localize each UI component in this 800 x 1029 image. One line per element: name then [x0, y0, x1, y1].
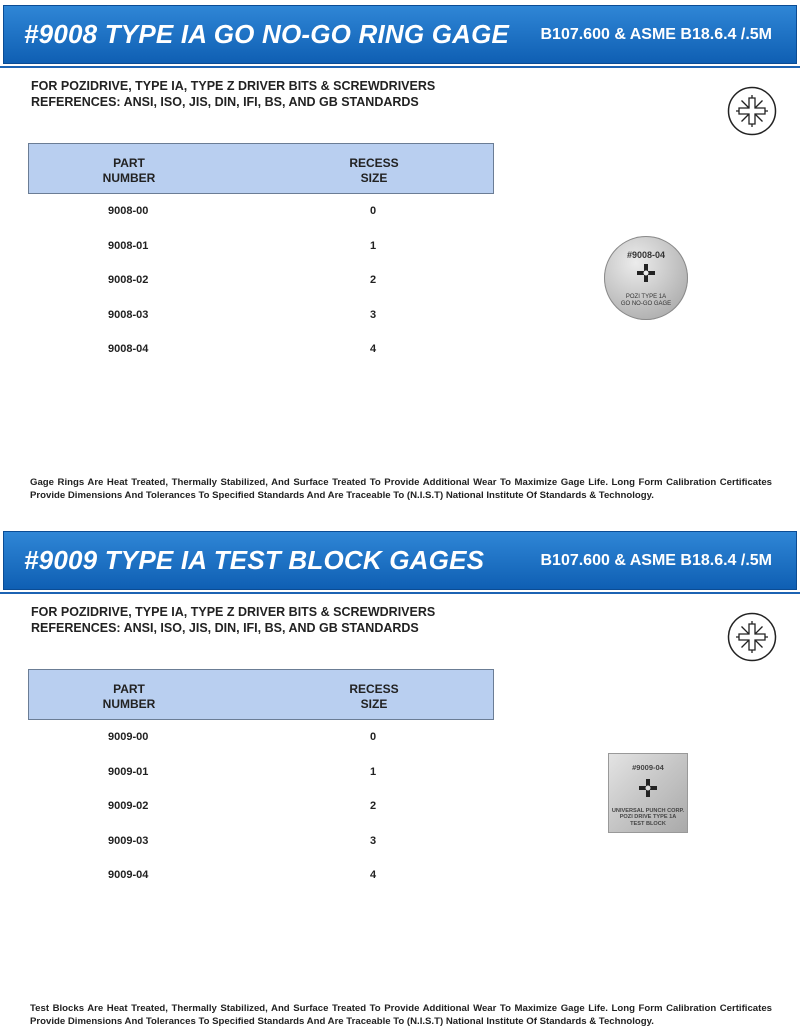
table-row	[0, 833, 500, 868]
recess-size-cell: 0	[370, 205, 377, 217]
table-row	[0, 764, 500, 799]
part-number-header: PART NUMBER	[102, 682, 156, 711]
pozidrive-cross-icon	[636, 263, 656, 283]
recess-size-cell: 1	[370, 765, 377, 778]
recess-size-cell: 3	[370, 834, 377, 847]
photo-label: #9009-04	[632, 763, 664, 772]
recess-size-cell: 2	[370, 274, 377, 286]
pozidrive-recess-icon	[727, 86, 777, 136]
table-row	[0, 798, 500, 833]
table-row	[0, 203, 500, 238]
part-number-header: PART NUMBER	[102, 156, 156, 185]
recess-size-header: RECESS SIZE	[349, 156, 399, 185]
table-row	[0, 341, 500, 376]
recess-size-cell: 4	[370, 869, 377, 881]
recess-size-cell: 1	[370, 239, 377, 252]
part-number-cell: 9008-01	[108, 239, 149, 252]
parts-table-body	[0, 729, 500, 902]
photo-label: #9008-04	[626, 250, 666, 260]
banner-underline	[0, 592, 800, 594]
recess-size-cell: 0	[370, 731, 377, 743]
table-row	[0, 729, 500, 764]
table-row	[0, 238, 500, 273]
subtitle-line: FOR POZIDRIVE, TYPE IA, TYPE Z DRIVER BITS & SCREWDRIVERS	[31, 79, 436, 93]
table-header	[28, 669, 494, 720]
subtitle-line: REFERENCES: ANSI, ISO, JIS, DIN, IFI, BS, AND GB STANDARDS	[31, 621, 419, 635]
ring-gage-photo	[604, 236, 688, 320]
test-block-gage-photo	[608, 753, 688, 833]
part-number-cell: 9009-02	[108, 800, 149, 812]
part-number-cell: 9008-02	[108, 274, 149, 286]
subtitle-line: FOR POZIDRIVE, TYPE IA, TYPE Z DRIVER BITS & SCREWDRIVERS	[31, 605, 436, 619]
parts-table-body	[0, 203, 500, 376]
pozidrive-recess-icon	[727, 612, 777, 662]
part-number-cell: 9009-01	[108, 765, 149, 778]
part-number-cell: 9009-04	[108, 869, 149, 881]
recess-size-cell: 2	[370, 800, 377, 812]
part-number-cell: 9009-00	[108, 731, 149, 743]
section-subtitle	[31, 78, 435, 110]
table-row	[0, 272, 500, 307]
subtitle-line: REFERENCES: ANSI, ISO, JIS, DIN, IFI, BS, AND GB STANDARDS	[31, 95, 419, 109]
section-note: Test Blocks Are Heat Treated, Thermally Stabilized, And Surface Treated To Provide Additional Wear To Maximize Gage Life. Long Form Calibration Certificates Provide Dimensions And Tolerances To Specified Standards And Are Traceable To (N.I.S.T) National Institute Of Standards & Technology.	[30, 1003, 772, 1028]
section-title: #9009 TYPE IA TEST BLOCK GAGES	[24, 545, 485, 575]
part-number-cell: 9008-00	[108, 205, 149, 217]
table-row	[0, 307, 500, 342]
section-banner	[3, 5, 797, 64]
table-header	[28, 143, 494, 194]
standards-label: B107.600 & ASME B18.6.4 /.5M	[540, 25, 772, 43]
section-subtitle	[31, 604, 435, 636]
photo-caption: UNIVERSAL PUNCH CORP. POZI DRIVE TYPE 1A TEST BLOCK	[611, 808, 685, 827]
part-number-cell: 9009-03	[108, 834, 149, 847]
part-number-cell: 9008-03	[108, 308, 149, 321]
table-row	[0, 867, 500, 902]
standards-label: B107.600 & ASME B18.6.4 /.5M	[540, 551, 772, 569]
recess-size-cell: 3	[370, 308, 377, 321]
pozidrive-cross-icon	[638, 778, 658, 798]
banner-underline	[0, 66, 800, 68]
part-number-cell: 9008-04	[108, 343, 149, 355]
section-title: #9008 TYPE IA GO NO-GO RING GAGE	[24, 19, 510, 49]
recess-size-cell: 4	[370, 343, 377, 355]
section-note: Gage Rings Are Heat Treated, Thermally Stabilized, And Surface Treated To Provide Additional Wear To Maximize Gage Life. Long Form Calibration Certificates Provide Dimensions And Tolerances To Specified Standards And Are Traceable To (N.I.S.T) National Institute Of Standards & Technology.	[30, 477, 772, 502]
section-banner	[3, 531, 797, 590]
recess-size-header: RECESS SIZE	[349, 682, 399, 711]
photo-caption: POZI TYPE 1A GO NO-GO GAGE	[620, 294, 672, 307]
